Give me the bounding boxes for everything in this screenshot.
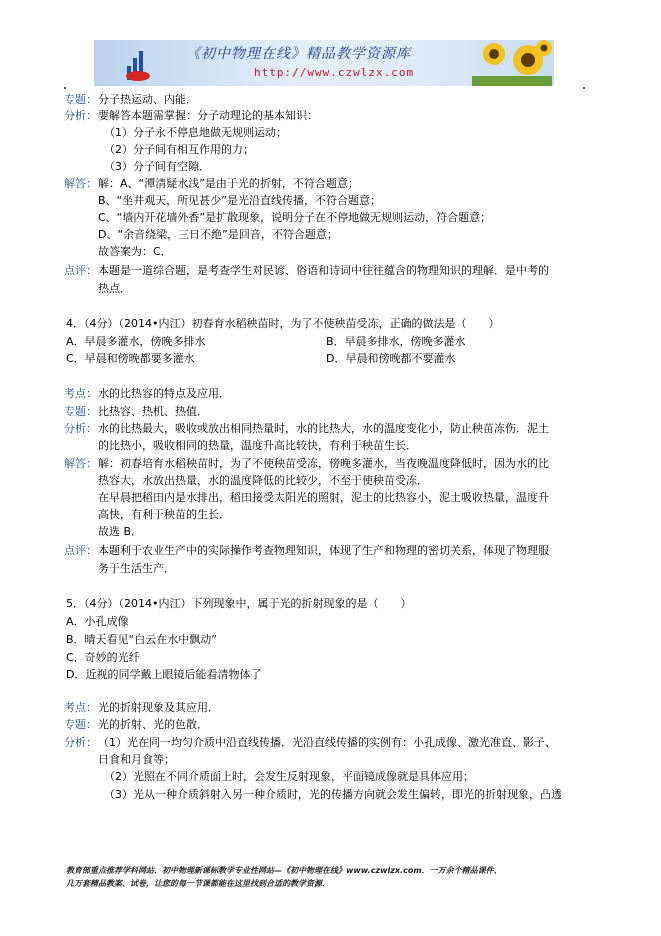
q5-option-d: D．近视的同学戴上眼镜后能看清物体了: [66, 668, 262, 681]
sunflower-icon: [472, 40, 552, 86]
q3-analysis-line: 要解答本题需掌握：分子动理论的基本知识：: [98, 109, 318, 122]
q5-option-c: C．奇妙的光纤: [66, 651, 140, 664]
q4-solution-line: 高快，有利于秧苗的生长．: [98, 508, 230, 521]
q4-question: 4．（4分）（2014•内江）初春育水稻秧苗时，为了不使秧苗受冻，正确的做法是（ ）: [66, 317, 500, 330]
q3-solution-label: 解答：: [64, 177, 97, 190]
q5-analysis-line: （2）光照在不同介质面上时，会发生反射现象，平面镜成像就是具体应用；: [104, 770, 474, 783]
q5-question: 5．（4分）（2014•内江）下列现象中，属于光的折射现象的是（ ）: [66, 597, 412, 610]
page-marker: [583, 87, 585, 89]
q3-solution-line: 故答案为：C．: [98, 245, 172, 258]
q4-topic: 比热容、热机、热值．: [98, 405, 208, 418]
q4-analysis-line: 水的比热最大，吸收或放出相同热量时，水的比热大，水的温度变化小，防止秧苗冻伤．泥土: [98, 422, 549, 435]
q3-solution-line: C、“墙内开花墙外香”是扩散现象，说明分子在不停地做无规则运动，符合题意；: [98, 211, 492, 224]
q3-solution-line: D、“余音绕梁，三日不绝”是回音，不符合题意；: [98, 228, 338, 241]
q5-analysis-label: 分析：: [64, 736, 97, 749]
q3-topic-label: 专题：: [64, 93, 97, 106]
q4-solution-label: 解答：: [64, 457, 97, 470]
q3-analysis-label: 分析：: [64, 109, 97, 122]
q3-comment-label: 点评：: [64, 264, 97, 277]
q4-analysis-label: 分析：: [64, 422, 97, 435]
site-logo-icon: [124, 46, 152, 82]
q3-comment-line: 热点．: [98, 282, 131, 295]
page-footer: [66, 864, 606, 890]
q4-comment-label: 点评：: [64, 544, 97, 557]
q3-solution-line: 解：A、“潭清疑水浅”是由于光的折射，不符合题意；: [98, 177, 359, 190]
q4-topic-label: 专题：: [64, 405, 97, 418]
q3-analysis-line: （1）分子永不停息地做无规则运动；: [104, 126, 287, 139]
q5-option-a: A．小孔成像: [66, 615, 129, 628]
header-banner: [94, 40, 554, 86]
banner-url: http://www.czwlzx.com: [254, 66, 415, 79]
page-marker: [64, 87, 66, 89]
q3-analysis-line: （2）分子间有相互作用的力；: [104, 143, 254, 156]
q4-kaodian-label: 考点：: [64, 387, 97, 400]
q4-solution-line: 故选 B．: [98, 525, 143, 538]
footer-line: 教育部重点推荐学科网站．初中物理新课标教学专业性网站—《初中物理在线》www.czwlzx.com．一万余个精品课件、: [66, 866, 502, 875]
q5-analysis-line: （1）光在同一均匀介质中沿直线传播．光沿直线传播的实例有：小孔成像、激光准直、影子、: [98, 736, 556, 749]
banner-title: 《初中物理在线》精品教学资源库: [186, 46, 411, 62]
q4-solution-line: 在早晨把稻田内是水排出，稻田接受太阳光的照射，泥土的比热容小，泥土吸收热量，温度升: [98, 491, 549, 504]
q3-solution-line: B、“坐井观天，所见甚少”是光沿直线传播，不符合题意；: [98, 194, 381, 207]
q5-topic-label: 专题：: [64, 718, 97, 731]
footer-line: 几万套精品教案、试卷，让您的每一节课都能在这里找到合适的教学资源．: [66, 879, 330, 888]
q3-comment-line: 本题是一道综合题，是考查学生对民谚、俗语和诗词中往往蕴含的物理知识的理解．是中考的: [98, 264, 549, 277]
q4-solution-line: 解：初春培育水稻秧苗时，为了不使秧苗受冻，傍晚多灌水，当夜晚温度降低时，因为水的比: [98, 457, 549, 470]
q4-option-d: D．早晨和傍晚都不要灌水: [326, 352, 456, 365]
q3-analysis-line: （3）分子间有空隙．: [104, 160, 210, 173]
q3-topic: 分子热运动、内能．: [98, 93, 197, 106]
q4-option-b: B．早晨多排水，傍晚多灌水: [326, 335, 466, 348]
q5-topic: 光的折射、光的色散．: [98, 718, 208, 731]
q4-solution-line: 热容大，水放出热量，水的温度降低的比较少，不至于使秧苗受冻．: [98, 474, 428, 487]
q5-option-b: B．晴天看见“白云在水中飘动”: [66, 633, 217, 646]
q5-analysis-line: （3）光从一种介质斜射入另一种介质时，光的传播方向就会发生偏转，即光的折射现象，凸透: [104, 788, 562, 801]
q5-kaodian-label: 考点：: [64, 701, 97, 714]
q4-kaodian: 水的比热容的特点及应用．: [98, 387, 230, 400]
q4-analysis-line: 的比热小，吸收相同的热量，温度升高比较快，有利于秧苗生长．: [98, 439, 417, 452]
q4-option-c: C．早晨和傍晚都要多灌水: [66, 352, 195, 365]
q4-comment-line: 本题利于农业生产中的实际操作考查物理知识，体现了生产和物理的密切关系，体现了物理服: [98, 544, 549, 557]
q4-comment-line: 务于生活生产．: [98, 562, 175, 575]
q5-kaodian: 光的折射现象及其应用．: [98, 701, 219, 714]
q4-option-a: A．早晨多灌水，傍晚多排水: [66, 335, 206, 348]
q5-analysis-line: 日食和月食等；: [98, 753, 175, 766]
